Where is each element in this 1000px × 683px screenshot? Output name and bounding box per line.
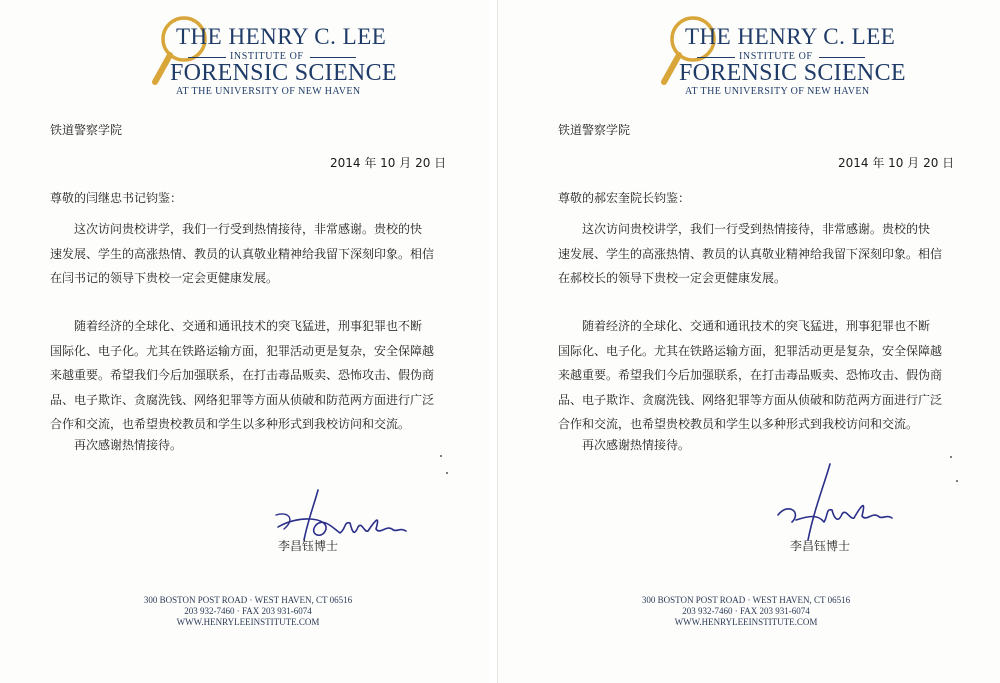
paper-speck <box>440 455 442 457</box>
paper-speck <box>956 480 958 482</box>
paragraph-2-line: 随着经济的全球化、交通和通讯技术的突飞猛进，刑事犯罪也不断 <box>582 319 931 333</box>
letter-date: 2014 年 10 月 20 日 <box>330 156 447 170</box>
closing-line: 再次感谢热情接待。 <box>74 438 183 452</box>
letter-left <box>0 0 490 683</box>
footer-website: WWW.HENRYLEEINSTITUTE.COM <box>674 617 818 627</box>
paragraph-2-line: 合作和交流，也希望贵校教员和学生以多种形式到我校访问和交流。 <box>558 417 919 431</box>
paragraph-2-line: 国际化、电子化。尤其在铁路运输方面，犯罪活动更是复杂，安全保障越 <box>558 343 943 358</box>
logo-rule-right <box>310 57 356 58</box>
paragraph-2-line: 品、电子欺诈、贪腐洗钱、网络犯罪等方面从侦破和防范两方面进行广泛 <box>50 392 435 407</box>
paragraph-2 <box>558 314 942 437</box>
paragraph-2-line: 品、电子欺诈、贪腐洗钱、网络犯罪等方面从侦破和防范两方面进行广泛 <box>558 392 943 407</box>
signature-name: 李昌钰博士 <box>278 539 339 553</box>
closing-line: 再次感谢热情接待。 <box>582 438 691 452</box>
logo-line-2: INSTITUTE OF <box>230 51 304 62</box>
paragraph-2-line: 来越重要。希望我们今后加强联系，在打击毒品贩卖、恐怖攻击、假伪商 <box>558 368 943 382</box>
footer-phone: 203 932-7460 · FAX 203 931-6074 <box>184 606 312 616</box>
recipient: 铁道警察学院 <box>558 123 631 137</box>
paragraph-1 <box>558 217 942 291</box>
footer-address: 300 BOSTON POST ROAD · WEST HAVEN, CT 06516 <box>641 595 851 605</box>
paragraph-2 <box>50 314 434 437</box>
salutation: 尊敬的郝宏奎院长钧鉴： <box>558 191 691 205</box>
logo-line-1: THE HENRY C. LEE <box>176 24 387 49</box>
logo-rule-left <box>697 57 735 58</box>
letter-date: 2014 年 10 月 20 日 <box>838 156 955 170</box>
paragraph-1-line: 在郝校长的领导下贵校一定会更健康发展。 <box>558 271 787 285</box>
letterhead-footer <box>118 595 378 628</box>
paragraph-1-line: 这次访问贵校讲学，我们一行受到热情接待，非常感谢。贵校的快 <box>582 222 931 236</box>
footer-website: WWW.HENRYLEEINSTITUTE.COM <box>176 617 320 627</box>
letterhead-footer <box>616 595 876 628</box>
logo-rule-right <box>819 57 865 58</box>
footer-phone: 203 932-7460 · FAX 203 931-6074 <box>682 606 810 616</box>
paragraph-1-line: 这次访问贵校讲学，我们一行受到热情接待，非常感谢。贵校的快 <box>74 222 423 236</box>
page-gutter <box>489 0 497 683</box>
paragraph-2-line: 合作和交流，也希望贵校教员和学生以多种形式到我校访问和交流。 <box>50 417 411 431</box>
paragraph-2-line: 来越重要。希望我们今后加强联系，在打击毒品贩卖、恐怖攻击、假伪商 <box>50 368 435 382</box>
institute-logo <box>659 12 906 97</box>
paper-speck <box>446 472 448 474</box>
signature-name: 李昌钰博士 <box>790 539 851 553</box>
logo-line-4: AT THE UNIVERSITY OF NEW HAVEN <box>176 86 361 97</box>
logo-line-3: FORENSIC SCIENCE <box>679 60 906 86</box>
logo-line-2: INSTITUTE OF <box>739 51 813 62</box>
logo-line-4: AT THE UNIVERSITY OF NEW HAVEN <box>685 86 870 97</box>
letter-right <box>497 0 1000 683</box>
logo-line-3: FORENSIC SCIENCE <box>170 60 397 86</box>
footer-address: 300 BOSTON POST ROAD · WEST HAVEN, CT 06516 <box>143 595 353 605</box>
salutation: 尊敬的闫继忠书记钧鉴： <box>50 191 183 205</box>
paragraph-1-line: 速发展、学生的高涨热情、教员的认真敬业精神给我留下深刻印象。相信 <box>558 246 943 261</box>
recipient: 铁道警察学院 <box>50 123 123 137</box>
institute-logo <box>150 12 397 97</box>
paper-speck <box>950 456 952 458</box>
paragraph-1 <box>50 217 434 291</box>
paragraph-1-line: 在闫书记的领导下贵校一定会更健康发展。 <box>50 271 279 285</box>
paragraph-2-line: 随着经济的全球化、交通和通讯技术的突飞猛进，刑事犯罪也不断 <box>74 319 423 333</box>
logo-line-1: THE HENRY C. LEE <box>685 24 896 49</box>
paragraph-1-line: 速发展、学生的高涨热情、教员的认真敬业精神给我留下深刻印象。相信 <box>50 246 435 261</box>
paragraph-2-line: 国际化、电子化。尤其在铁路运输方面，犯罪活动更是复杂，安全保障越 <box>50 343 435 358</box>
logo-rule-left <box>188 57 226 58</box>
